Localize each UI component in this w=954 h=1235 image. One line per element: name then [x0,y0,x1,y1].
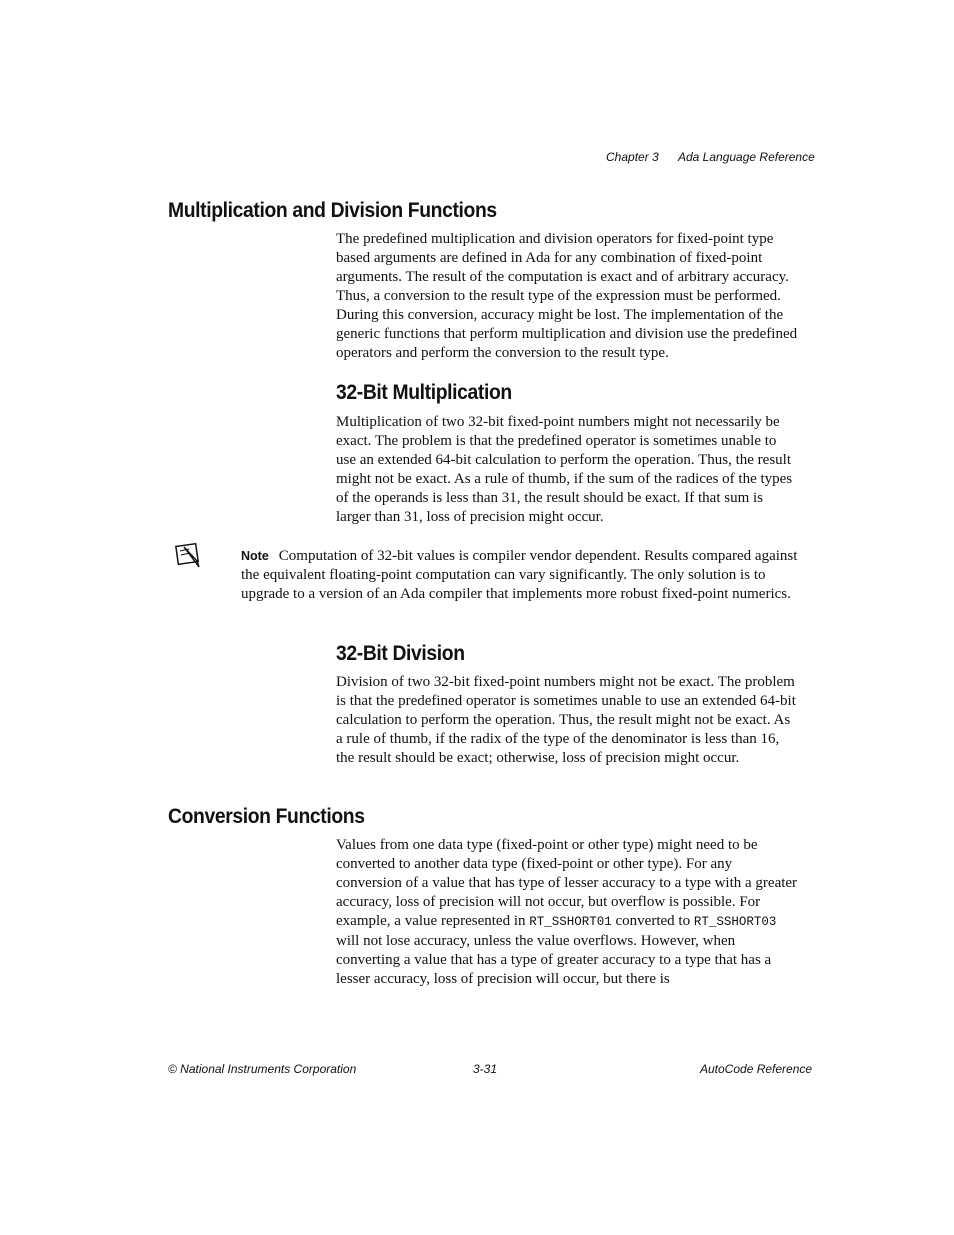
footer-copyright: © National Instruments Corporation [168,1062,357,1076]
paragraph-conversion-functions [336,836,800,989]
heading-32bit-multiplication: 32-Bit Multiplication [336,381,512,404]
paragraph-32bit-multiplication: Multiplication of two 32-bit fixed-point numbers might not necessarily be exact. The problem is that the predefined operator is sometimes unable to use an extended 64-bit calculation to perform the operation. Thus, the result might not be exact. As a rule of thumb, if the sum of the radices of the types of the operands is less than 31, the result should be exact. If that sum is larger than 31, loss of precision might occur. [336,414,793,525]
paragraph-32bit-division: Division of two 32-bit fixed-point numbers might not be exact. The problem is that the predefined operator is sometimes unable to use an extended 64-bit calculation to perform the operation. Thus, the result might not be exact. As a rule of thumb, if the radix of the type of the denominator is less than 16, the result should be exact; otherwise, loss of precision might occur. [336,674,796,766]
heading-32bit-division: 32-Bit Division [336,642,465,665]
paragraph-multiplication-division: The predefined multiplication and division operators for fixed-point type based arguments are defined in Ada for any combination of fixed-point arguments. The result of the computation is exact and of arbitrary accuracy. Thus, a conversion to the result type of the expression must be performed. During this conversion, accuracy might be lost. The implementation of the generic functions that perform multiplication and division use the predefined operators and perform the conversion to the result type. [336,231,798,361]
code-rt-sshort01: RT_SSHORT01 [529,915,612,929]
code-rt-sshort03: RT_SSHORT03 [693,915,777,929]
conversion-text-1: Values from one data type (fixed-point or other type) might need to be converted to another data type (fixed-point or other type). For any conversion of a value that has type of lesser accuracy to a type with a greater accuracy, loss of precision will not occur, but overflow is possible. For example, a value represented in [336,837,798,929]
header-chapter: Chapter 3 [606,150,659,164]
note-paragraph [241,547,801,604]
footer-document-title: AutoCode Reference [700,1062,813,1076]
note-text: Computation of 32-bit values is compiler vendor dependent. Results compared against the equivalent floating-point computation can vary significantly. The only solution is to upgrade to a version of an Ada compiler that implements more robust fixed-point numerics. [241,548,798,602]
note-label: Note [241,549,269,563]
heading-conversion-functions: Conversion Functions [168,805,365,828]
conversion-text-3: will not lose accuracy, unless the value overflows. However, when converting a value that has a type of greater accuracy to a type that has a lesser accuracy, loss of precision will occur, but there is [336,933,772,987]
heading-multiplication-division: Multiplication and Division Functions [168,199,497,222]
header-section: Ada Language Reference [678,150,815,164]
footer-page-number: 3-31 [473,1062,498,1076]
conversion-text-2: converted to [611,913,694,929]
note-pencil-icon [175,541,205,569]
